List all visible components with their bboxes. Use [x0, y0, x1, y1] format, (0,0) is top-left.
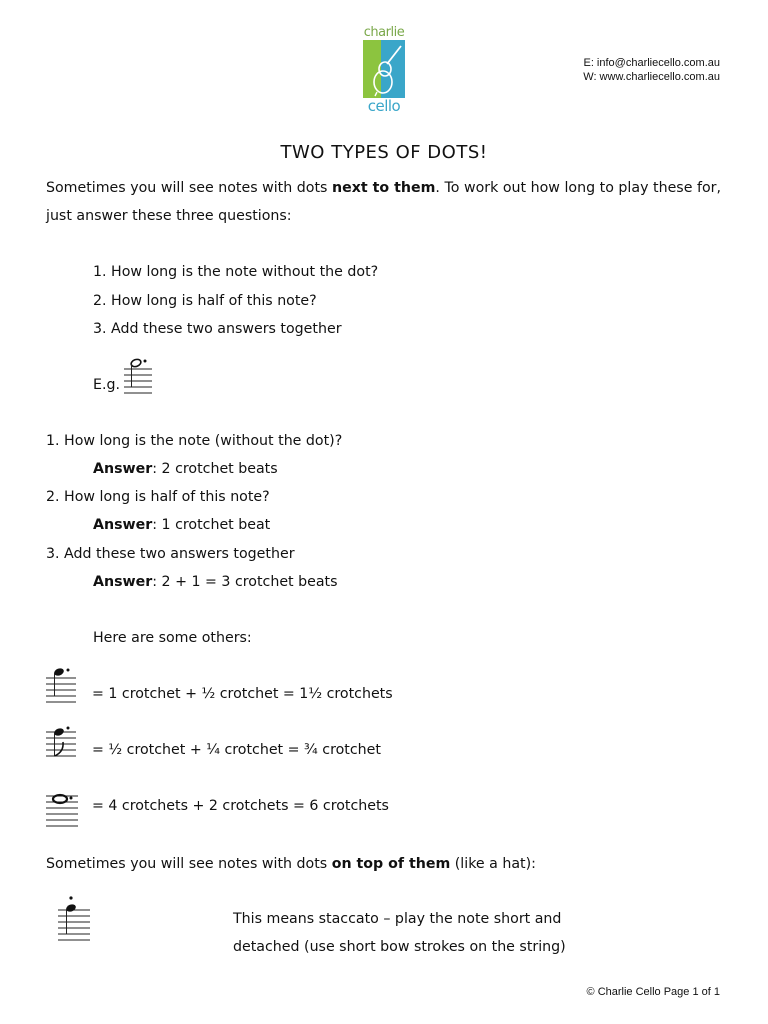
staccato-text-line-2: detached (use short bow strokes on the string) — [233, 939, 566, 955]
question-2: 2. How long is half of this note? — [93, 293, 317, 309]
dotted-crotchet-staff-icon — [44, 664, 78, 704]
page-title: TWO TYPES OF DOTS! — [280, 142, 488, 163]
contact-block — [583, 56, 720, 84]
dotted-quaver-staff-icon — [44, 724, 78, 768]
staccato-intro: Sometimes you will see notes with dots on top of them (like a hat): — [46, 856, 536, 872]
question-1: 1. How long is the note without the dot? — [93, 264, 379, 280]
others-heading: Here are some others: — [93, 630, 252, 646]
other-2-text: = ½ crotchet + ¼ crotchet = ¾ crotchet — [92, 742, 381, 758]
intro-pre: Sometimes you will see notes with dots — [46, 180, 332, 196]
question-3: 3. Add these two answers together — [93, 321, 342, 337]
worked-answer-1: Answer: 2 crotchet beats — [93, 461, 278, 477]
logo-bottom-word: cello — [367, 97, 401, 115]
other-3-text: = 4 crotchets + 2 crotchets = 6 crotchets — [92, 798, 389, 814]
worked-answer-2: Answer: 1 crotchet beat — [93, 517, 271, 533]
example-label: E.g. — [93, 377, 120, 393]
logo-top-word: charlie — [363, 25, 405, 40]
staccato-text-line-1: This means staccato – play the note short and — [233, 911, 562, 927]
charlie-cello-logo — [361, 25, 407, 115]
contact-email: E: info@charliecello.com.au — [583, 57, 720, 69]
staccato-note-staff-icon — [56, 894, 92, 944]
worked-question-3: 3. Add these two answers together — [46, 546, 295, 562]
worked-question-1: 1. How long is the note (without the dot)? — [46, 433, 343, 449]
dotted-minim-staff-icon — [122, 355, 154, 395]
worked-answer-3: Answer: 2 + 1 = 3 crotchet beats — [93, 574, 338, 590]
dotted-semibreve-staff-icon — [44, 788, 80, 832]
contact-web: W: www.charliecello.com.au — [583, 71, 720, 83]
cello-icon — [365, 42, 405, 98]
page-footer: © Charlie Cello Page 1 of 1 — [586, 986, 720, 998]
intro-post: . To work out how long to play these for, just answer these three questions: — [46, 180, 721, 224]
intro-paragraph — [46, 174, 721, 230]
intro-bold: next to them — [331, 180, 436, 196]
worked-question-2: 2. How long is half of this note? — [46, 489, 270, 505]
other-1-text: = 1 crotchet + ½ crotchet = 1½ crotchets — [92, 686, 393, 702]
